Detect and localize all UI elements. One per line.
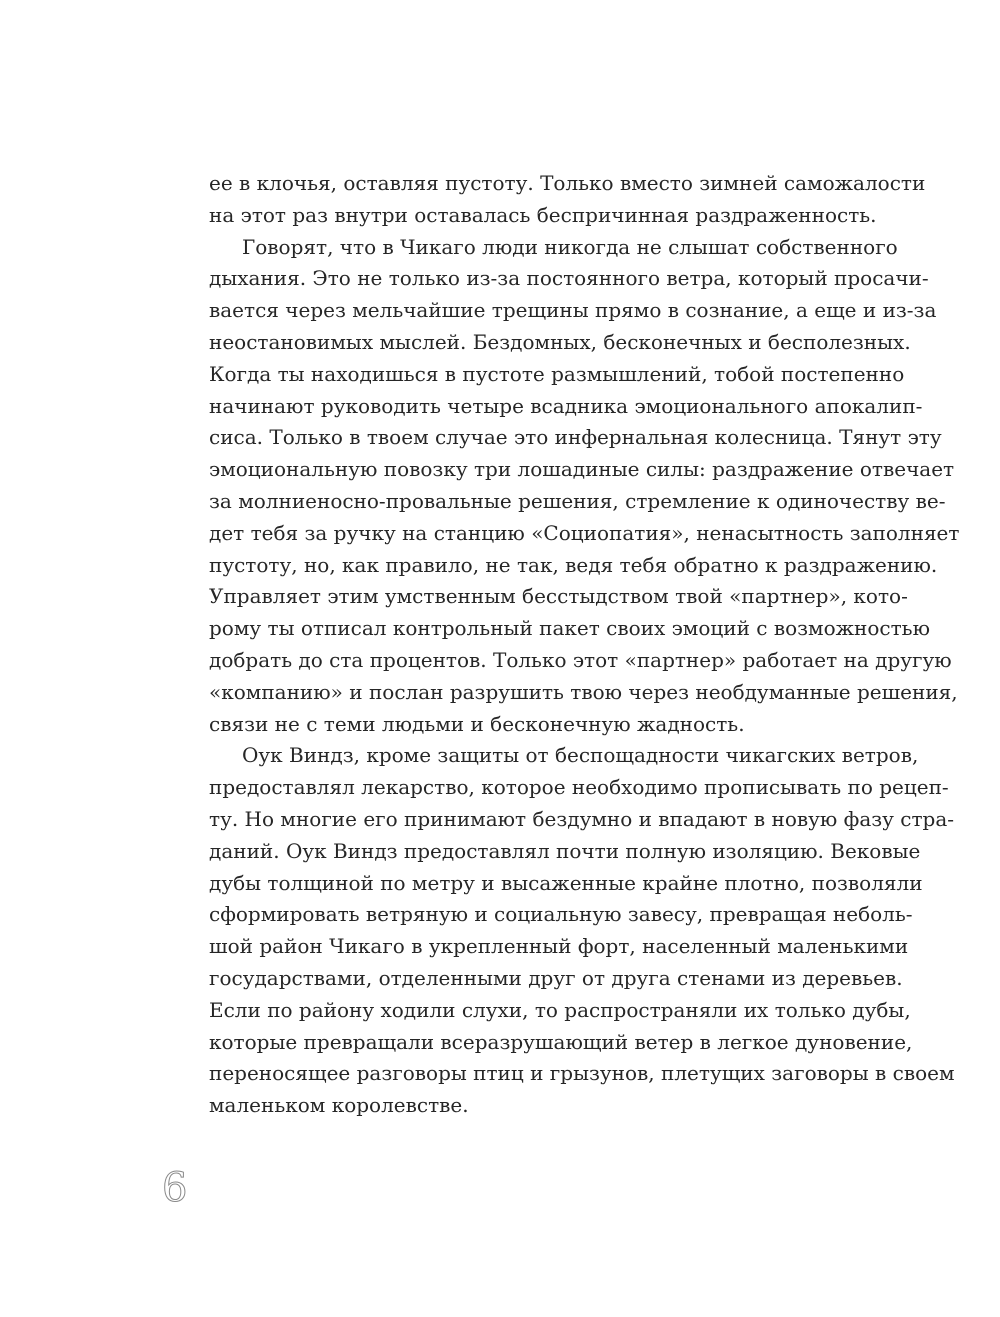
- text-line: дыхания. Это не только из-за постоянного ветра, который просачи-: [209, 266, 929, 291]
- text-line: начинают руководить четыре всадника эмоционального апокалип-: [209, 393, 923, 418]
- text-line: маленьком королевстве.: [209, 1093, 469, 1118]
- text-line: добрать до ста процентов. Только этот «партнер» работает на другую: [209, 647, 952, 672]
- text-line: шой район Чикаго в укрепленный форт, населенный маленькими: [209, 934, 909, 959]
- text-line: вается через мельчайшие трещины прямо в сознание, а еще и из-за: [209, 298, 937, 323]
- text-line: сформировать ветряную и социальную завесу, превращая неболь-: [209, 902, 913, 927]
- paragraph: [209, 232, 960, 741]
- text-line: эмоциональную повозку три лошадиные силы: раздражение отвечает: [209, 457, 955, 482]
- text-line: «компанию» и послан разрушить твою через необдуманные решения,: [209, 679, 958, 704]
- text-line: Оук Виндз, кроме защиты от беспощадности чикагских ветров,: [242, 743, 919, 768]
- paragraph: [209, 168, 926, 232]
- text-line: дет тебя за ручку на станцию «Социопатия», ненасытность заполняет: [209, 520, 960, 545]
- text-line: рому ты отписал контрольный пакет своих эмоций с возможностью: [209, 616, 930, 641]
- text-line: дубы толщиной по метру и высаженные крайне плотно, позволяли: [209, 870, 923, 895]
- text-line: Когда ты находишься в пустоте размышлений, тобой постепенно: [209, 361, 905, 386]
- text-line: Если по району ходили слухи, то распространяли их только дубы,: [209, 997, 911, 1022]
- text-line: предоставлял лекарство, которое необходимо прописывать по рецеп-: [209, 775, 949, 800]
- text-line: ее в клочья, оставляя пустоту. Только вместо зимней саможалости: [209, 171, 926, 195]
- text-line: государствами, отделенными друг от друга стенами из деревьев.: [209, 965, 903, 990]
- page-number: 6: [162, 1165, 188, 1211]
- body-text: [209, 168, 960, 1122]
- text-line: которые превращали всеразрушающий ветер в легкое дуновение,: [209, 1029, 913, 1054]
- text-line: неостановимых мыслей. Бездомных, бесконечных и бесполезных.: [209, 329, 911, 354]
- text-line: на этот раз внутри оставалась беспричинная раздраженность.: [209, 202, 877, 227]
- text-line: Говорят, что в Чикаго люди никогда не слышат собственного: [242, 234, 898, 259]
- paragraph: [209, 740, 955, 1122]
- text-line: переносящее разговоры птиц и грызунов, плетущих заговоры в своем: [209, 1061, 955, 1086]
- text-line: связи не с теми людьми и бесконечную жадность.: [209, 711, 745, 736]
- text-line: пустоту, но, как правило, не так, ведя тебя обратно к раздражению.: [209, 552, 938, 577]
- text-line: сиса. Только в твоем случае это инфернальная колесница. Тянут эту: [209, 425, 942, 450]
- text-line: даний. Оук Виндз предоставлял почти полную изоляцию. Вековые: [209, 838, 921, 863]
- text-line: ту. Но многие его принимают бездумно и впадают в новую фазу стра-: [209, 806, 955, 831]
- text-line: Управляет этим умственным бесстыдством твой «партнер», кото-: [209, 584, 908, 609]
- text-line: за молниеносно-провальные решения, стремление к одиночеству ве-: [209, 488, 946, 513]
